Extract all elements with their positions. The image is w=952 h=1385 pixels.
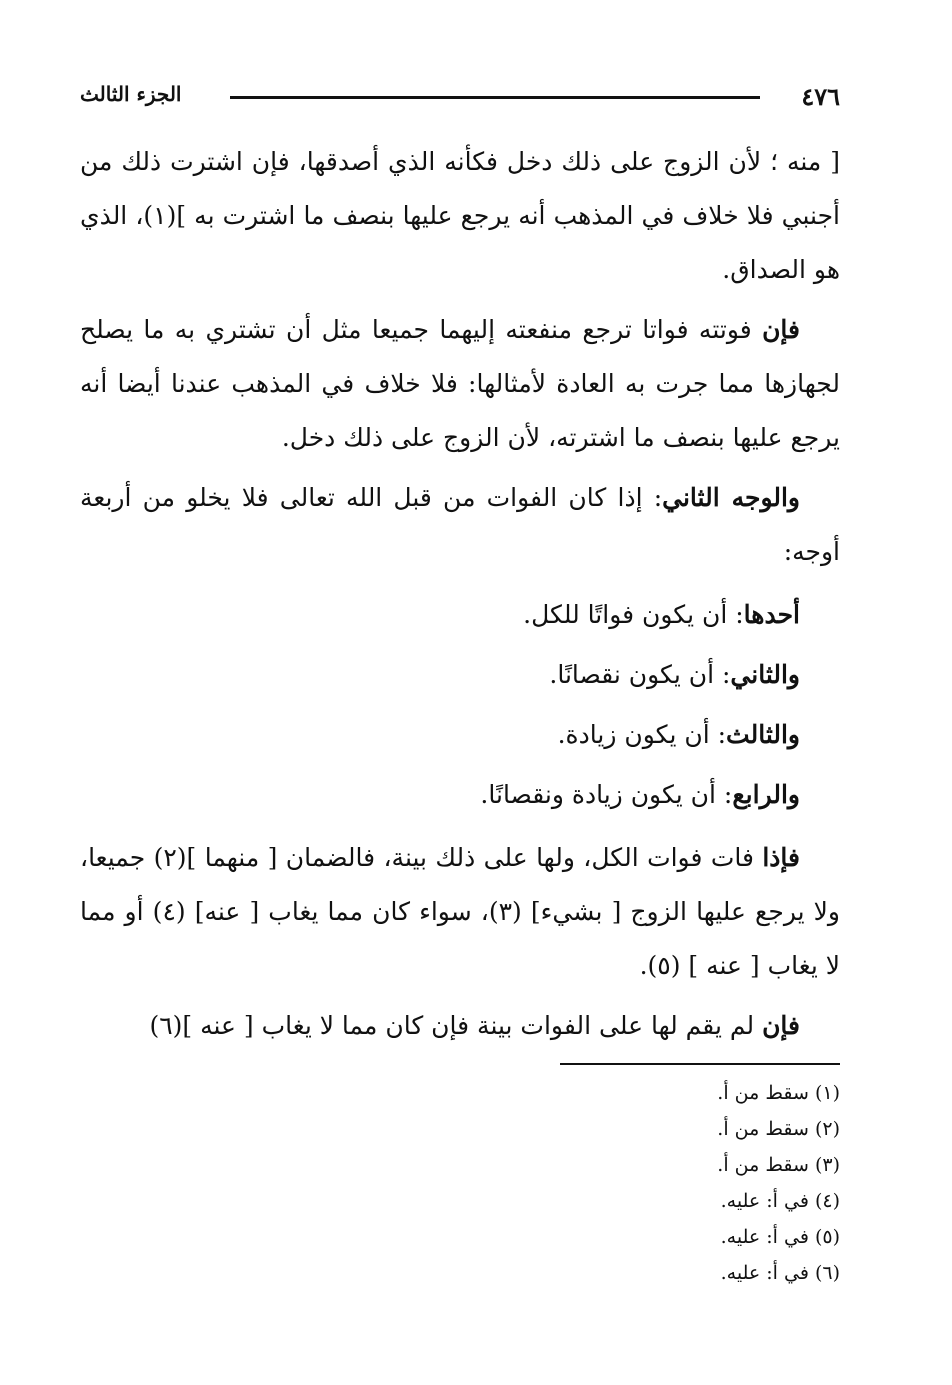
list-item-text: : أن يكون زيادة.: [557, 720, 727, 749]
list-item-lead: أحدها: [743, 600, 800, 629]
list-item-text: : أن يكون نقصانًا.: [549, 660, 731, 689]
footnote: (٦) في أ: عليه.: [720, 1262, 840, 1284]
list-item-lead: والثالث: [726, 720, 800, 749]
footnote: (١) سقط من أ.: [717, 1082, 840, 1104]
page-number: ٤٧٦: [801, 82, 840, 111]
paragraph-4: [80, 831, 840, 993]
paragraph-2: [80, 303, 840, 465]
footnote: (٥) في أ: عليه.: [720, 1226, 840, 1248]
paragraph-1: [ منه ؛ لأن الزوج على ذلك دخل فكأنه الذي أصدقها، فإن اشترت ذلك من أجنبي فلا خلاف في المذهب أنه يرجع عليها بنصف ما اشترت به ](١)، الذي هو الصداق.: [80, 147, 840, 284]
list-item-text: : أن يكون زيادة ونقصانًا.: [480, 780, 733, 809]
footnotes: [440, 1075, 840, 1291]
list-item: [80, 765, 840, 825]
paragraph-3-lead: والوجه الثاني: [662, 483, 800, 512]
running-title: الجزء الثالث: [80, 82, 182, 106]
paragraph-3-text: : إذا كان الفوات من قبل الله تعالى فلا يخلو من أربعة أوجه:: [80, 483, 840, 566]
list-item: [80, 645, 840, 705]
list-item: [80, 705, 840, 765]
footnote-separator: [560, 1063, 840, 1065]
footnote: (٢) سقط من أ.: [717, 1118, 840, 1140]
footnote: (٣) سقط من أ.: [717, 1154, 840, 1176]
header-rule: [230, 96, 760, 99]
paragraph-2-text: فوتته فواتا ترجع منفعته إليهما جميعا مثل أن تشتري به ما يصلح لجهازها مما جرت به العادة لأمثالها: فلا خلاف في المذهب عندنا أيضا أنه يرجع عليها بنصف ما اشترته، لأن الزوج على ذلك دخل.: [80, 315, 840, 452]
paragraph-5: [80, 999, 840, 1053]
list-item-text: : أن يكون فواتًا للكل.: [523, 600, 744, 629]
footnote: (٤) في أ: عليه.: [720, 1190, 840, 1212]
paragraph-5-text: لم يقم لها على الفوات بينة فإن كان مما لا يغاب [ عنه ](٦): [149, 1011, 763, 1040]
main-text: [80, 135, 840, 1059]
paragraph-4-text: فات فوات الكل، ولها على ذلك بينة، فالضمان [ منهما ](٢) جميعا، ولا يرجع عليها الزوج [ بشيء] (٣)، سواء كان مما يغاب [ عنه] (٤) أو مما لا يغاب [ عنه ] (٥).: [80, 843, 840, 980]
paragraph-2-lead: فإن: [762, 315, 800, 344]
paragraph-5-lead: فإن: [762, 1011, 800, 1040]
paragraph-3: [80, 471, 840, 579]
page-header: [80, 82, 840, 112]
paragraph-4-lead: فإذا: [762, 843, 800, 872]
list-item: [80, 585, 840, 645]
list-item-lead: والرابع: [732, 780, 800, 809]
list-item-lead: والثاني: [730, 660, 800, 689]
